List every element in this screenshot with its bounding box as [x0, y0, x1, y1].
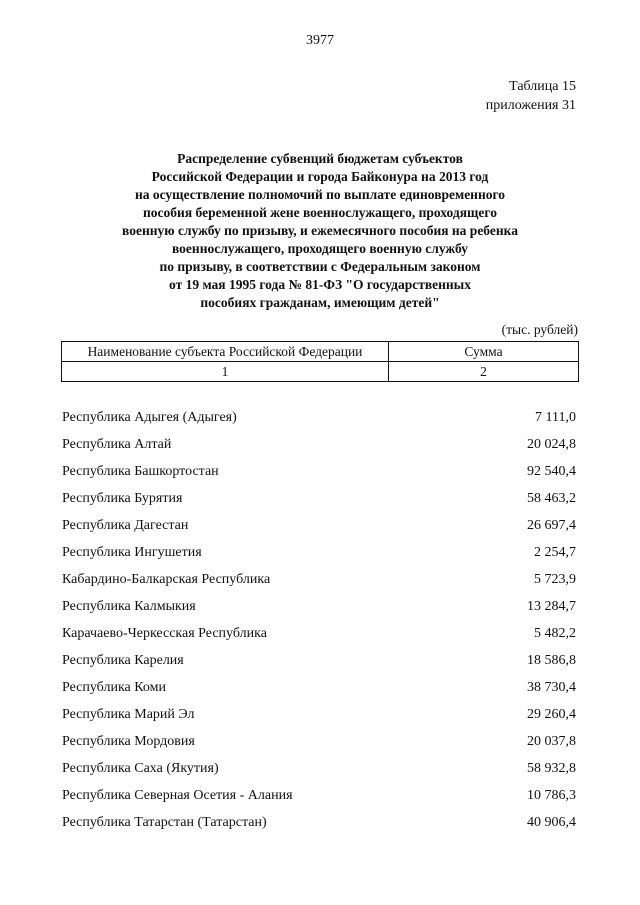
region-name: Республика Татарстан (Татарстан) [62, 815, 267, 830]
header-column-number-2: 2 [389, 362, 579, 382]
header-number-row [62, 362, 579, 382]
table-row [62, 458, 576, 485]
header-column-number-1: 1 [62, 362, 389, 382]
table-row [62, 647, 576, 674]
region-name: Республика Адыгея (Адыгея) [62, 410, 237, 425]
table-row [62, 620, 576, 647]
region-name: Республика Коми [62, 680, 166, 695]
table-ref-line2: приложения 31 [485, 98, 576, 113]
region-name: Кабардино-Балкарская Республика [62, 572, 271, 587]
table-row [62, 701, 576, 728]
region-name: Республика Бурятия [62, 491, 183, 506]
document-title: Распределение субвенций бюджетам субъектов Российской Федерации и города Байконура на 2013 год на осуществление полномочий по выплате единовременного пособия беременной жене военнослужащего, проходящего военную службу по призыву, и ежемесячного пособия на ребенка военнослужащего, проходящего военную службу по призыву, в соответствии с Федеральным законом от 19 мая 1995 года № 81-ФЗ "О государственных пособиях гражданам, имеющим детей" [122, 151, 518, 310]
table-row [62, 593, 576, 620]
page-number: 3977 [306, 33, 334, 48]
region-amount: 38 730,4 [527, 680, 576, 695]
region-name: Республика Калмыкия [62, 599, 196, 614]
region-amount: 40 906,4 [527, 815, 576, 830]
region-name: Карачаево-Черкесская Республика [62, 626, 267, 641]
header-column-sum: Сумма [389, 342, 579, 362]
header-column-name: Наименование субъекта Российской Федерации [62, 342, 389, 362]
region-amount: 2 254,7 [534, 545, 576, 560]
region-amount: 26 697,4 [527, 518, 576, 533]
table-row [62, 485, 576, 512]
units-label: (тыс. рублей) [501, 322, 578, 337]
table-reference [486, 77, 576, 115]
region-amount: 58 932,8 [527, 761, 576, 776]
region-name: Республика Мордовия [62, 734, 195, 749]
region-amount: 5 723,9 [534, 572, 576, 587]
region-name: Республика Северная Осетия - Алания [62, 788, 293, 803]
region-amount: 7 111,0 [535, 410, 576, 425]
region-name: Республика Саха (Якутия) [62, 761, 219, 776]
region-amount: 92 540,4 [527, 464, 576, 479]
region-name: Республика Дагестан [62, 518, 189, 533]
region-amount: 58 463,2 [527, 491, 576, 506]
table-row [62, 809, 576, 836]
region-amount: 5 482,2 [534, 626, 576, 641]
table-ref-line1: Таблица 15 [509, 79, 576, 94]
region-amount: 20 037,8 [527, 734, 576, 749]
table-row [62, 728, 576, 755]
region-name: Республика Марий Эл [62, 707, 195, 722]
region-amount: 10 786,3 [527, 788, 576, 803]
table-row [62, 539, 576, 566]
table-row [62, 674, 576, 701]
region-name: Республика Карелия [62, 653, 184, 668]
header-row [62, 342, 579, 362]
table-row [62, 431, 576, 458]
data-rows [62, 404, 576, 836]
table-row [62, 512, 576, 539]
region-amount: 20 024,8 [527, 437, 576, 452]
region-amount: 18 586,8 [527, 653, 576, 668]
table-row [62, 404, 576, 431]
region-name: Республика Ингушетия [62, 545, 202, 560]
region-amount: 13 284,7 [527, 599, 576, 614]
region-name: Республика Алтай [62, 437, 172, 452]
table-row [62, 755, 576, 782]
table-header [61, 341, 579, 382]
region-name: Республика Башкортостан [62, 464, 219, 479]
table-row [62, 782, 576, 809]
region-amount: 29 260,4 [527, 707, 576, 722]
table-row [62, 566, 576, 593]
